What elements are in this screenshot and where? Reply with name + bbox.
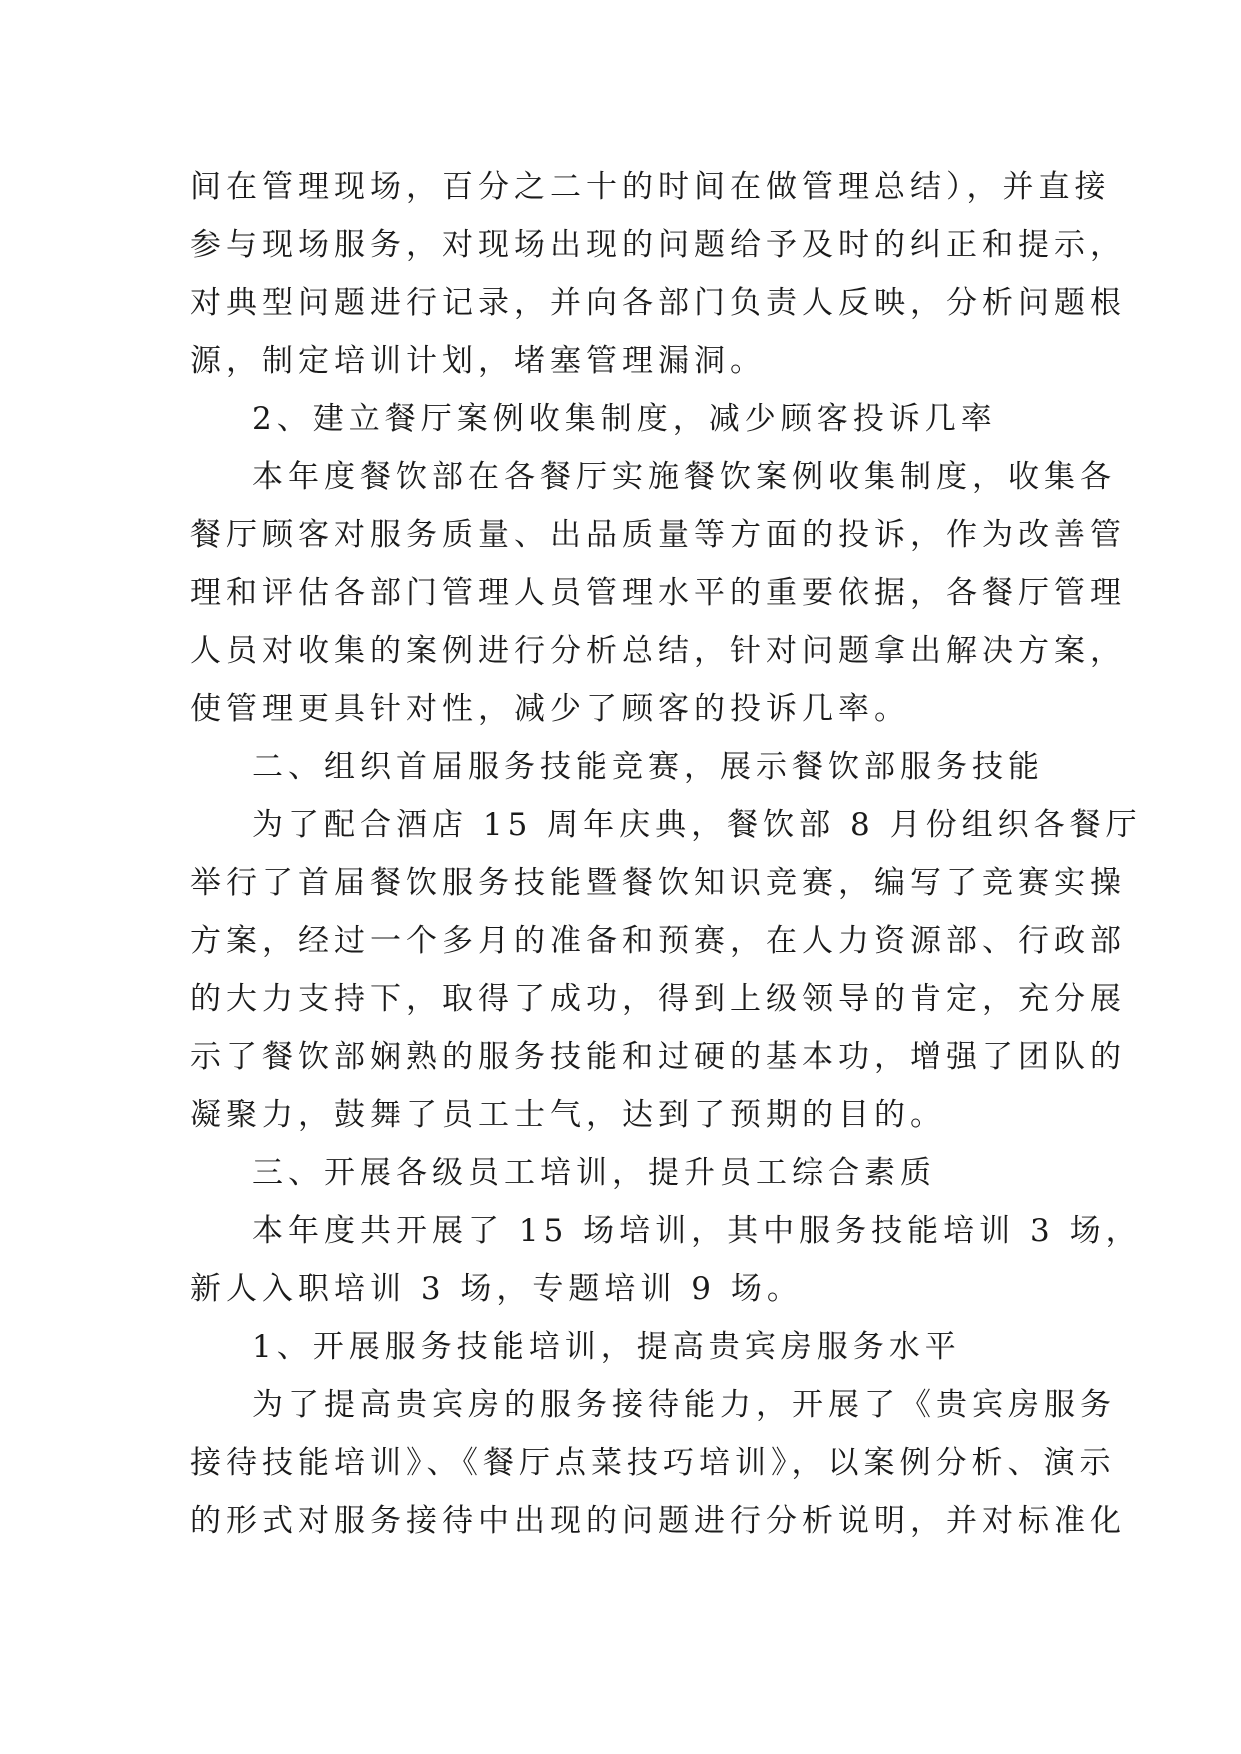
text-line: 本年度共开展了 15 场培训，其中服务技能培训 3 场， [252,1213,1142,1249]
text-line: 新人入职培训 3 场，专题培训 9 场。 [190,1271,803,1307]
text-line: 方案，经过一个多月的准备和预赛，在人力资源部、行政部 [190,923,1126,959]
text-line: 为了提高贵宾房的服务接待能力，开展了《贵宾房服务 [252,1387,1116,1423]
text-line: 示了餐饮部娴熟的服务技能和过硬的基本功，增强了团队的 [190,1039,1126,1075]
text-line: 举行了首届餐饮服务技能暨餐饮知识竞赛，编写了竞赛实操 [190,865,1126,901]
text-line: 对典型问题进行记录，并向各部门负责人反映，分析问题根 [190,285,1126,321]
text-line: 参与现场服务，对现场出现的问题给予及时的纠正和提示， [190,227,1126,263]
body-text [190,158,1142,1550]
text-line: 接待技能培训》、《餐厅点菜技巧培训》，以案例分析、演示 [190,1445,1116,1481]
section-heading: 1、开展服务技能培训，提高贵宾房服务水平 [252,1329,961,1365]
section-heading: 二、组织首届服务技能竞赛，展示餐饮部服务技能 [252,749,1044,785]
text-line: 本年度餐饮部在各餐厅实施餐饮案例收集制度，收集各 [252,459,1116,495]
text-line: 人员对收集的案例进行分析总结，针对问题拿出解决方案， [190,633,1126,669]
section-heading: 三、开展各级员工培训，提升员工综合素质 [252,1155,936,1191]
text-line: 理和评估各部门管理人员管理水平的重要依据，各餐厅管理 [190,575,1126,611]
text-line: 为了配合酒店 15 周年庆典，餐饮部 8 月份组织各餐厅 [252,807,1142,843]
text-line: 源，制定培训计划，堵塞管理漏洞。 [190,343,766,379]
text-line: 间在管理现场，百分之二十的时间在做管理总结），并直接 [190,169,1111,205]
section-heading: 2、建立餐厅案例收集制度，减少顾客投诉几率 [252,401,997,437]
text-line: 的大力支持下，取得了成功，得到上级领导的肯定，充分展 [190,981,1126,1017]
text-line: 使管理更具针对性，减少了顾客的投诉几率。 [190,691,910,727]
text-line: 凝聚力，鼓舞了员工士气，达到了预期的目的。 [190,1097,946,1133]
text-line: 餐厅顾客对服务质量、出品质量等方面的投诉，作为改善管 [190,517,1126,553]
text-line: 的形式对服务接待中出现的问题进行分析说明，并对标准化 [190,1503,1126,1539]
